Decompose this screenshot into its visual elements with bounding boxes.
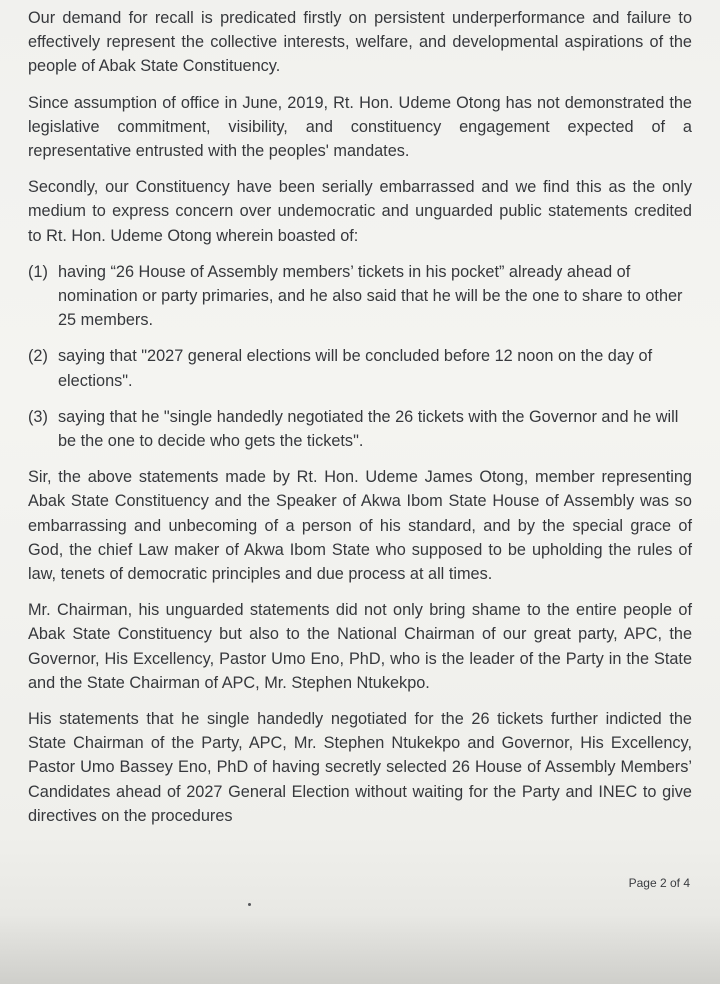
list-item-text: saying that he "single handedly negotiated the 26 tickets with the Governor and he will be the one to decide who gets the tickets". [58, 407, 679, 451]
list-item-text: having “26 House of Assembly members’ tickets in his pocket” already ahead of nomination or party primaries, and he also said that he will be the one to share to other 25 members. [58, 262, 683, 330]
paper-speck [248, 903, 251, 906]
paragraph-since-assumption: Since assumption of office in June, 2019, Rt. Hon. Udeme Otong has not demonstrated the legislative commitment, visibility, and constituency engagement expected of a representative entrusted with the peoples' mandates. [28, 93, 692, 161]
list-item [28, 344, 692, 392]
list-item-number: (3) [28, 407, 48, 426]
page-shadow [0, 914, 720, 984]
list-item-number: (1) [28, 262, 48, 281]
list-item-number: (2) [28, 347, 48, 366]
paragraph-recall-demand: Our demand for recall is predicated firstly on persistent underperformance and failure to effectively represent the collective interests, welfare, and developmental aspirations of the people of Abak State Constituency. [28, 9, 692, 76]
page-number: Page 2 of 4 [628, 876, 690, 890]
list-item [28, 405, 692, 453]
list-item [28, 260, 692, 333]
paragraph-mr-chairman: Mr. Chairman, his unguarded statements did not only bring shame to the entire people of Abak State Constituency but also to the National Chairman of our great party, APC, the Governor, His Excellency, Pastor Umo Eno, PhD, who is the leader of the Party in the State and the State Chairman of APC, Mr. Stephen Ntukekpo. [28, 601, 692, 692]
document-body [28, 6, 692, 840]
paragraph-his-statements: His statements that he single handedly negotiated for the 26 tickets further indicted the State Chairman of the Party, APC, Mr. Stephen Ntukekpo and Governor, His Excellency, Pastor Umo Bassey Eno, PhD of having secretly selected 26 House of Assembly Members’ Candidates ahead of 2027 General Election without waiting for the Party and INEC to give directives on the procedures [28, 710, 692, 825]
paragraph-secondly: Secondly, our Constituency have been serially embarrassed and we find this as the only medium to express concern over undemocratic and unguarded public statements credited to Rt. Hon. Udeme Otong wherein boasted of: [28, 178, 692, 245]
list-item-text: saying that "2027 general elections will be concluded before 12 noon on the day of elections". [58, 347, 653, 390]
paragraph-sir-statements: Sir, the above statements made by Rt. Hon. Udeme James Otong, member representing Abak State Constituency and the Speaker of Akwa Ibom State House of Assembly was so embarrassing and unbecoming of a person of his standard, and by the special grace of God, the chief Law maker of Akwa Ibom State who supposed to be upholding the rules of law, tenets of democratic principles and due process at all times. [28, 468, 692, 584]
